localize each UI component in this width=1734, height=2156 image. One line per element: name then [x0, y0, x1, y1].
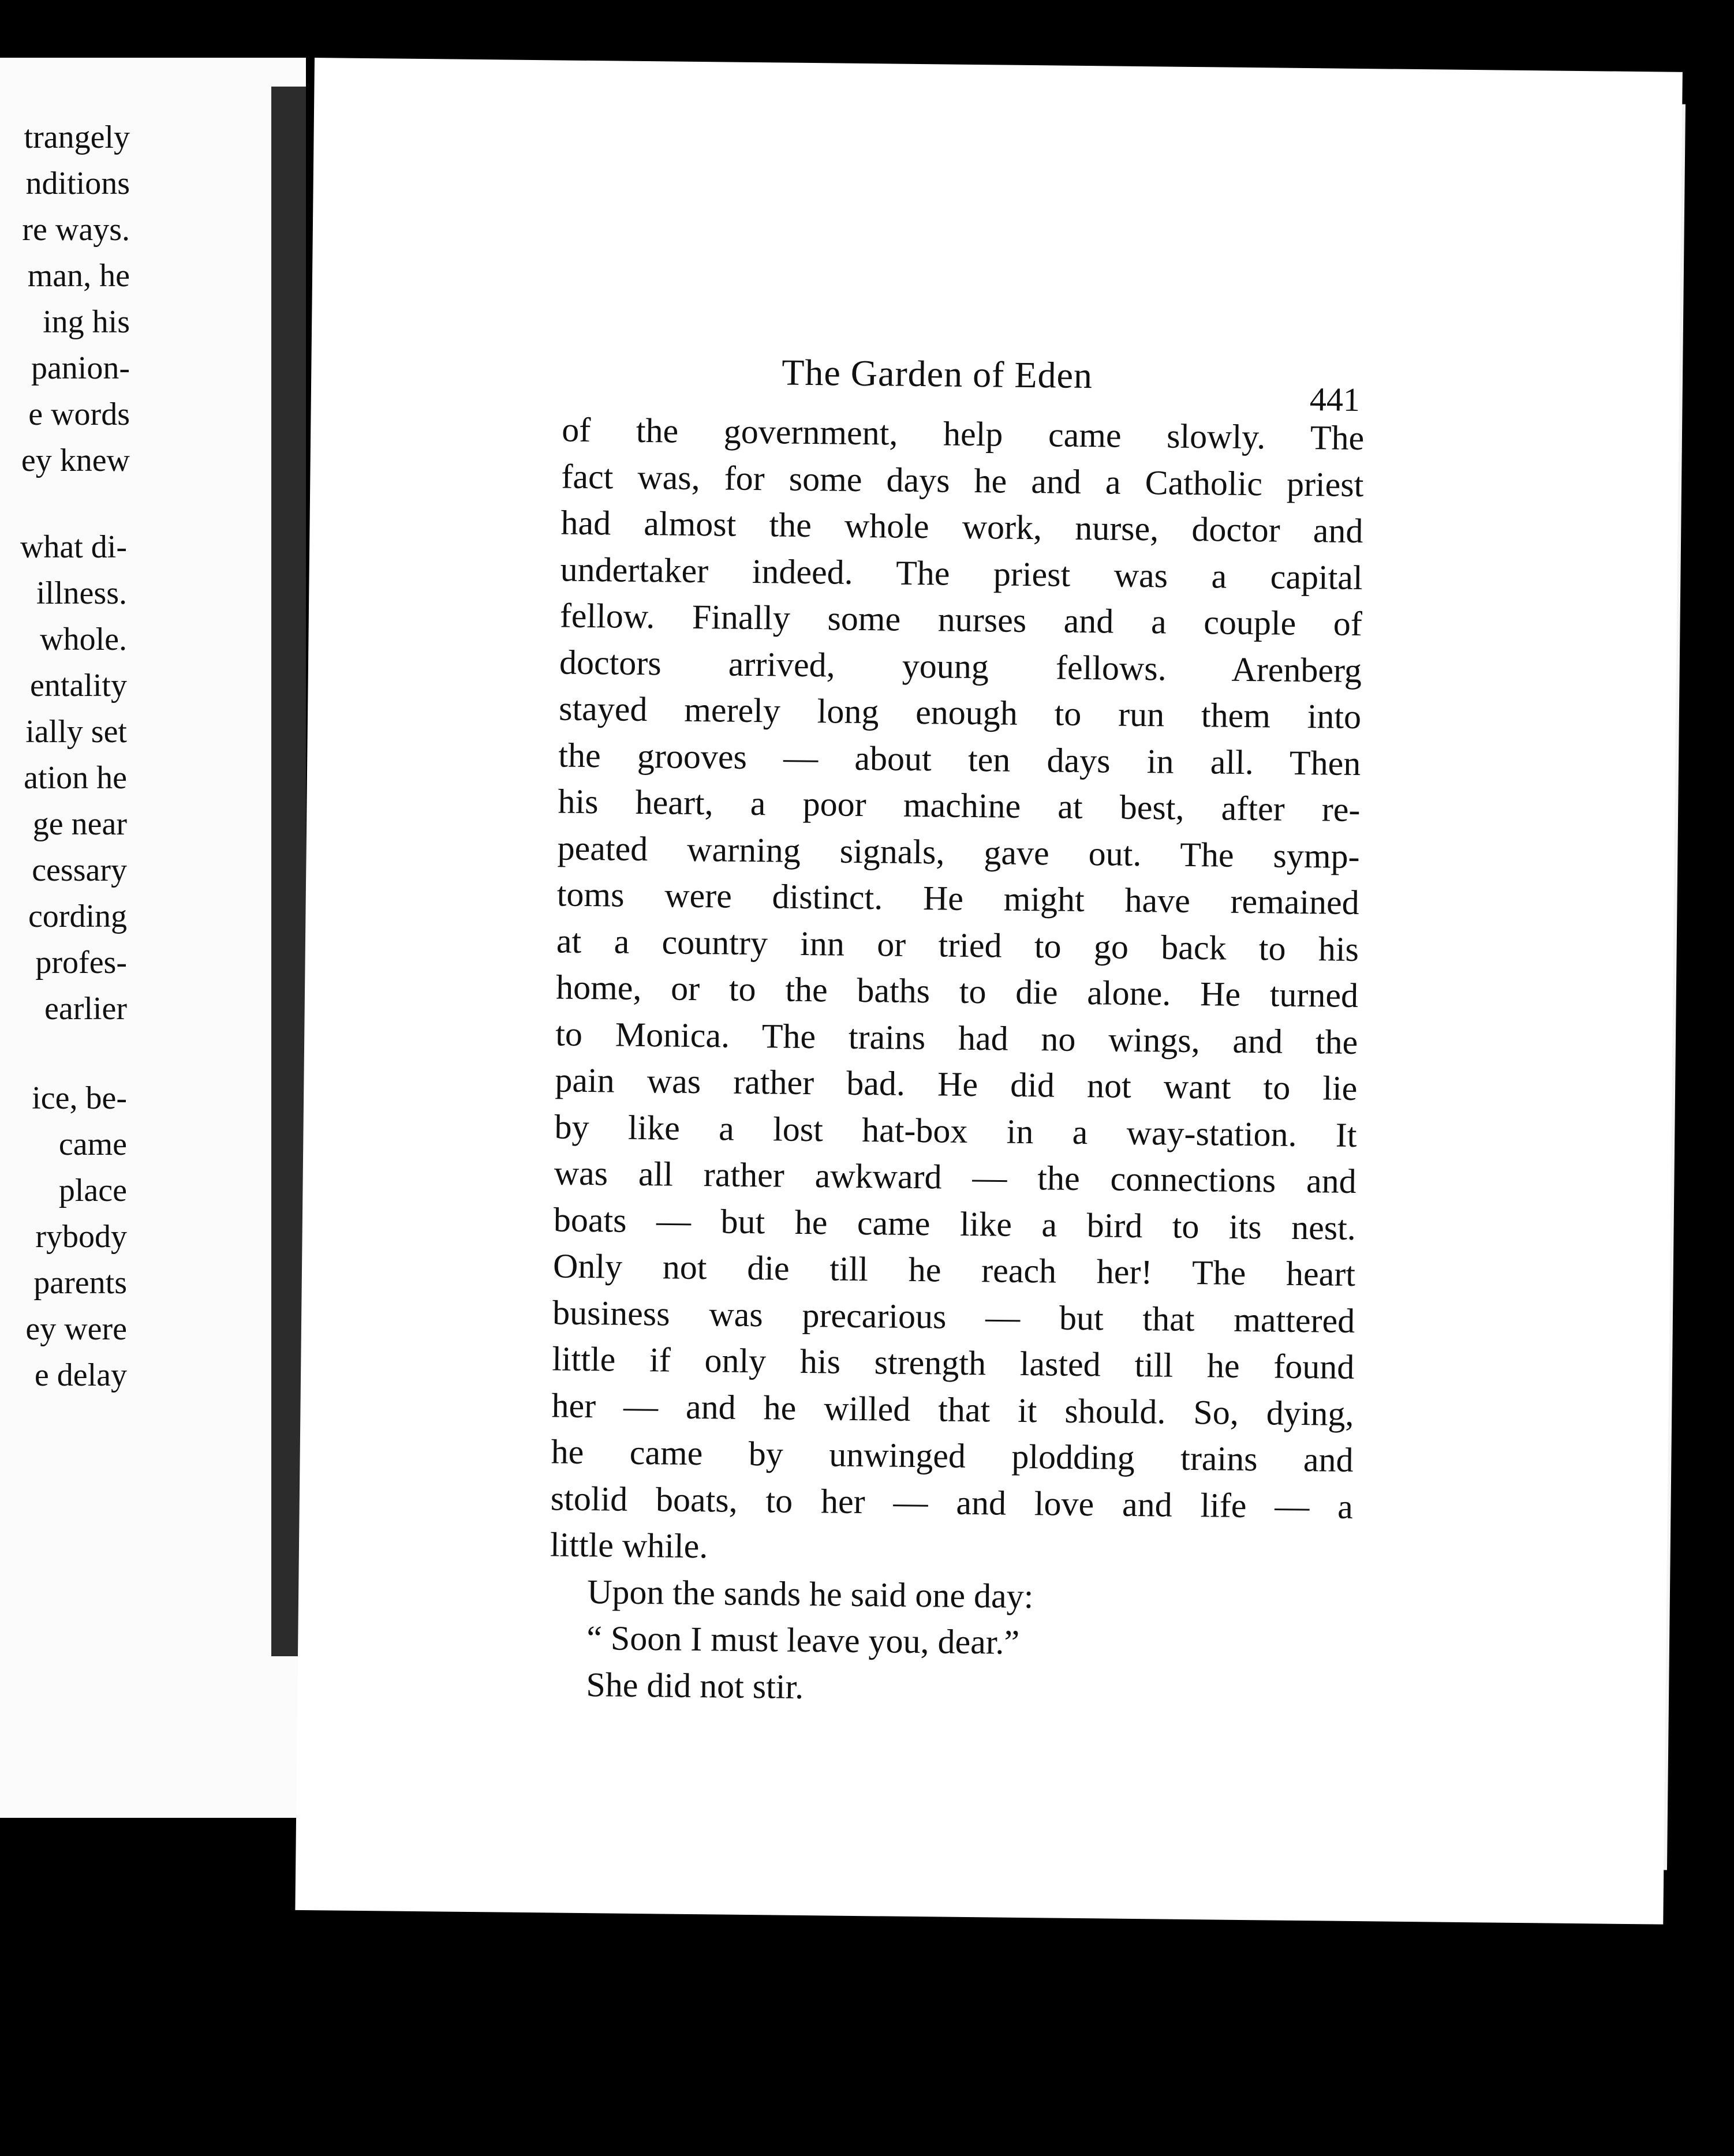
body-line: at a country inn or tried to go back to his	[556, 921, 1359, 968]
body-line: peated warning signals, gave out. The symp-	[557, 828, 1360, 875]
body-line: boats — but he came like a bird to its nest.	[553, 1200, 1356, 1247]
left-page-line: man, he	[27, 258, 130, 294]
left-page-line: ey were	[25, 1311, 127, 1347]
left-page-line: ice, be-	[32, 1080, 127, 1116]
left-page-line: what di-	[20, 529, 127, 565]
left-page-line: e words	[28, 396, 130, 432]
left-page-line: cording	[28, 899, 127, 934]
body-line: doctors arrived, young fellows. Arenberg	[559, 642, 1362, 690]
left-page-line: ially set	[25, 714, 127, 750]
left-page-line: e delay	[34, 1357, 127, 1393]
body-line: Upon the sands he said one day:	[586, 1572, 1034, 1615]
body-line: little while.	[550, 1525, 708, 1566]
left-page-line: earlier	[44, 991, 127, 1027]
body-line: his heart, a poor machine at best, after re-	[558, 782, 1361, 829]
right-page	[295, 58, 1682, 1925]
body-line: “ Soon I must leave you, dear.”	[586, 1619, 1020, 1661]
left-page-line: panion-	[31, 350, 130, 386]
left-page-line: parents	[33, 1265, 127, 1301]
body-line: toms were distinct. He might have remained	[556, 875, 1360, 922]
body-line: to Monica. The trains had no wings, and the	[555, 1014, 1358, 1061]
body-line: of the government, help came slowly. The	[561, 410, 1365, 458]
body-line: her — and he willed that it should. So, dying,	[551, 1386, 1354, 1433]
running-head: The Garden of Eden	[781, 351, 1093, 396]
page-number: 441	[1309, 380, 1361, 418]
left-page-line: ing his	[43, 304, 130, 340]
left-page-line: nditions	[25, 166, 130, 201]
body-line: stayed merely long enough to run them into	[558, 689, 1362, 736]
body-line: was all rather awkward — the connections and	[554, 1154, 1357, 1201]
body-line: he came by unwinged plodding trains and	[551, 1432, 1354, 1479]
left-page-line: ation he	[24, 760, 127, 796]
body-line: home, or to the baths to die alone. He turned	[555, 968, 1359, 1015]
left-page-line: re ways.	[22, 212, 130, 248]
left-page-line: entality	[30, 668, 127, 703]
left-page-line: place	[58, 1173, 127, 1208]
body-line: She did not stir.	[586, 1665, 804, 1706]
left-page-text	[0, 58, 306, 1818]
left-page-line: came	[58, 1126, 127, 1162]
body-line: fellow. Finally some nurses and a couple of	[559, 596, 1363, 643]
left-page-line: rybody	[35, 1219, 127, 1255]
body-line: had almost the whole work, nurse, doctor and	[560, 503, 1363, 551]
body-line: pain was rather bad. He did not want to lie	[555, 1061, 1358, 1108]
body-line: business was precarious — but that mattered	[552, 1293, 1355, 1340]
left-page-fragment	[0, 58, 306, 1818]
left-page-line: cessary	[32, 852, 127, 888]
body-line: Only not die till he reach her! The heart	[552, 1247, 1356, 1293]
body-line: undertaker indeed. The priest was a capital	[560, 550, 1363, 597]
body-line: stolid boats, to her — and love and life — a	[550, 1478, 1354, 1526]
left-page-line: profes-	[35, 945, 127, 980]
left-page-line: ey knew	[21, 443, 130, 478]
body-line: by like a lost hat-box in a way-station. It	[554, 1107, 1357, 1154]
body-line: the grooves — about ten days in all. Then	[558, 735, 1361, 783]
body-line: fact was, for some days he and a Catholic priest	[561, 457, 1364, 504]
body-line: little if only his strength lasted till he found	[552, 1339, 1355, 1386]
left-page-line: trangely	[24, 119, 130, 155]
left-page-line: ge near	[32, 806, 127, 842]
left-page-line: illness.	[36, 575, 127, 611]
left-page-line: whole.	[40, 622, 127, 657]
body-text	[550, 410, 1370, 1706]
